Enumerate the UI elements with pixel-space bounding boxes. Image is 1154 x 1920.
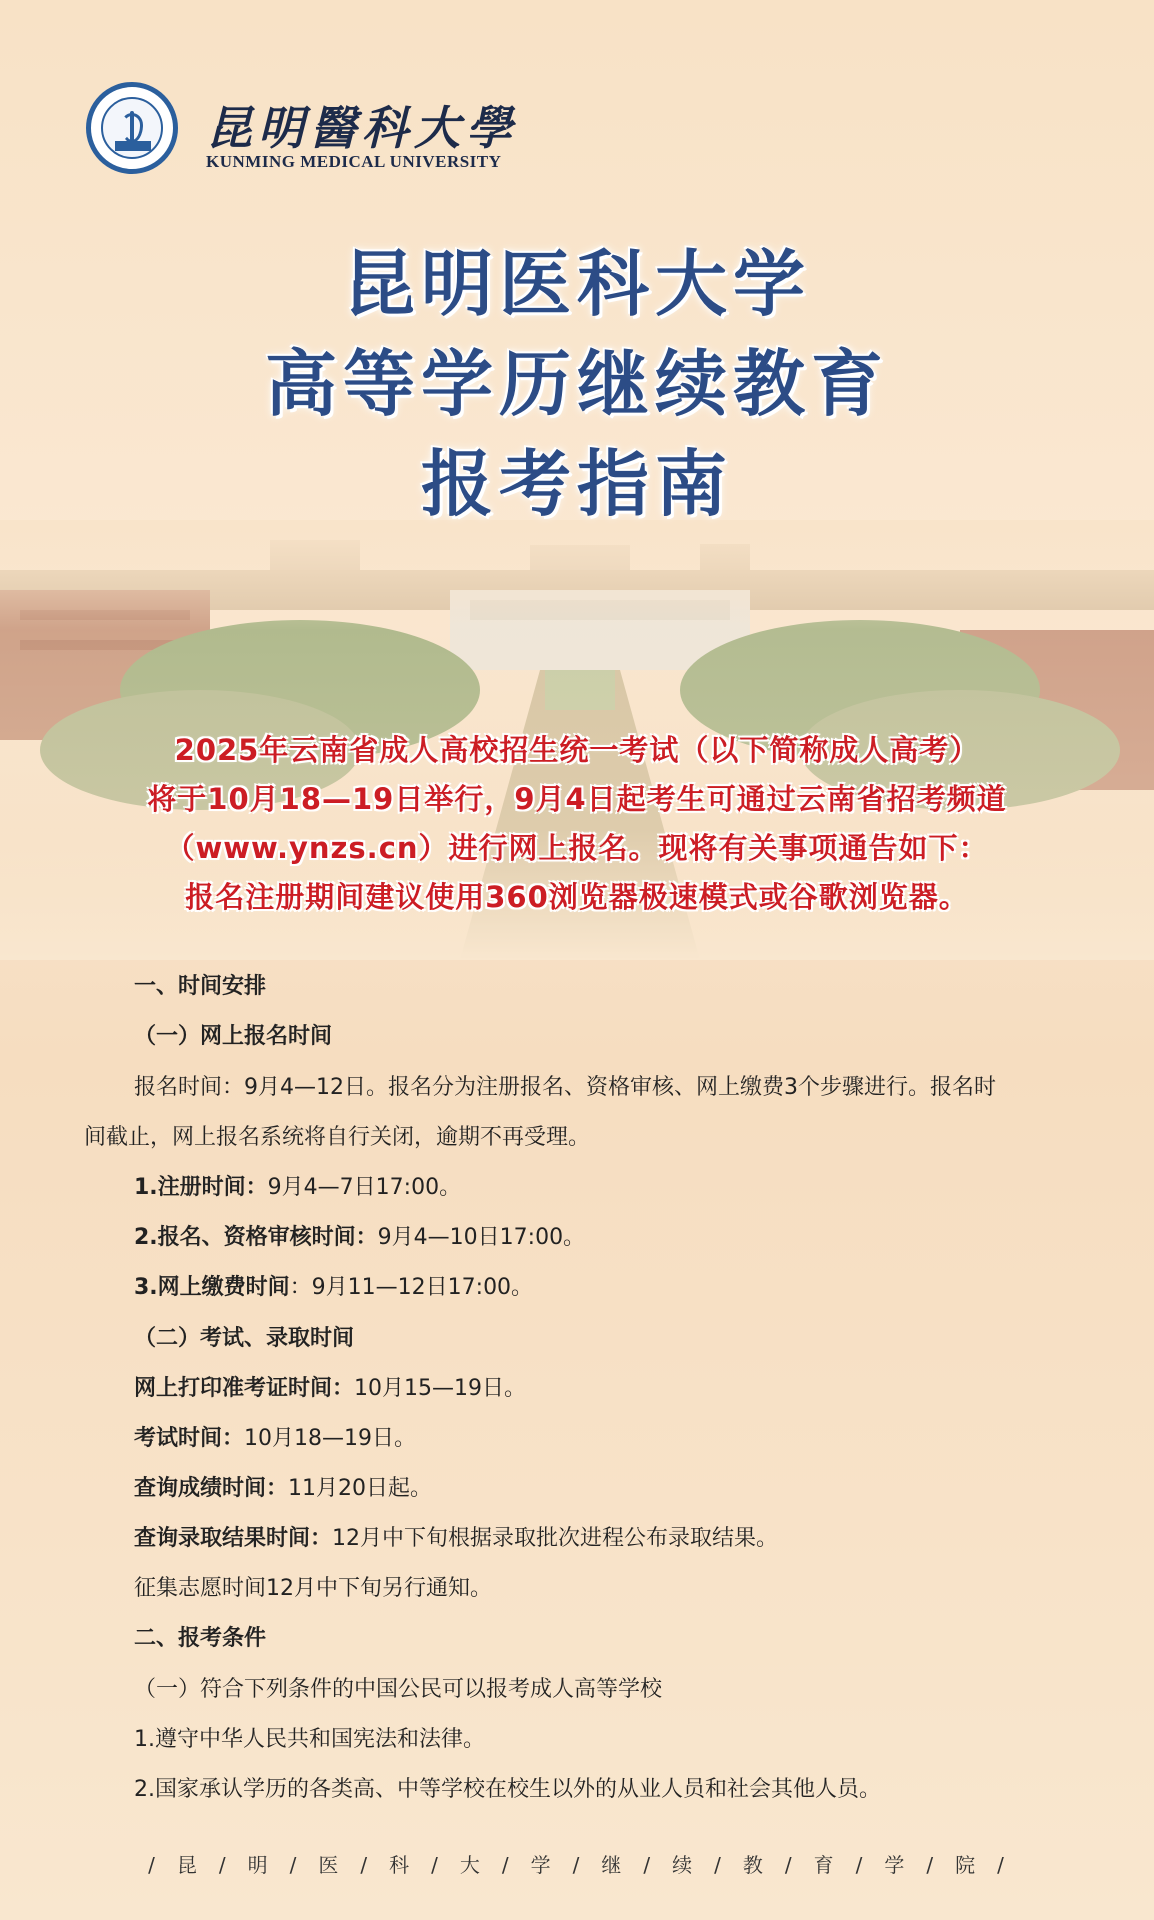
footer-separator: / <box>926 1853 936 1877</box>
condition-2: 2.国家承认学历的各类高、中等学校在校生以外的从业人员和社会其他人员。 <box>134 1777 881 1802</box>
intro-line-3: （www.ynzs.cn）进行网上报名。现将有关事项通告如下： <box>165 831 989 865</box>
footer-char: 育 <box>813 1853 836 1877</box>
section-1-heading: 一、时间安排 <box>134 974 267 999</box>
footer-char: 科 <box>389 1853 412 1877</box>
admission-query-label: 查询录取结果时间： <box>134 1526 333 1551</box>
footer-separator: / <box>997 1853 1006 1877</box>
score-query-value: 11月20日起。 <box>288 1476 433 1501</box>
footer-char: 教 <box>742 1853 765 1877</box>
admission-query-value: 12月中下旬根据录取批次进程公布录取结果。 <box>332 1526 779 1551</box>
footer-separator: / <box>855 1853 865 1877</box>
footer-separator: / <box>360 1853 370 1877</box>
footer-char: 学 <box>530 1853 553 1877</box>
footer-separator: / <box>572 1853 582 1877</box>
footer-char: 继 <box>601 1853 624 1877</box>
step-3-label: 3.网上缴费时间 <box>134 1275 290 1300</box>
title-line-1: 昆明医科大学 <box>342 242 811 326</box>
step-1-row <box>134 1170 461 1201</box>
step-1-value: 9月4—7日17:00。 <box>267 1175 462 1200</box>
score-query-row <box>134 1471 432 1502</box>
step-3-row <box>134 1270 533 1301</box>
emblem-inner-ring <box>101 97 163 159</box>
footer-college-name <box>0 1849 1154 1878</box>
footer-separator: / <box>218 1853 228 1877</box>
exam-time-row <box>134 1421 416 1452</box>
title-line-2: 高等学历继续教育 <box>264 342 889 426</box>
step-2-value: 9月4—10日17:00。 <box>377 1225 586 1250</box>
footer-separator: / <box>784 1853 794 1877</box>
section-1-subheading-2: （二）考试、录取时间 <box>134 1326 355 1351</box>
print-ticket-value: 10月15—19日。 <box>354 1376 526 1401</box>
print-ticket-row <box>134 1371 526 1402</box>
footer-separator: / <box>643 1853 653 1877</box>
intro-line-2: 将于10月18—19日举行，9月4日起考生可通过云南省招考频道 <box>147 782 1007 816</box>
exam-time-label: 考试时间： <box>134 1426 245 1451</box>
university-emblem-icon <box>86 82 178 174</box>
footer-char: 大 <box>459 1853 482 1877</box>
footer-char: 学 <box>884 1853 907 1877</box>
admission-query-row <box>134 1521 778 1552</box>
footer-char: 医 <box>318 1853 341 1877</box>
section-2-subheading-1: （一）符合下列条件的中国公民可以报考成人高等学校 <box>134 1677 663 1702</box>
footer-char: 明 <box>247 1853 270 1877</box>
score-query-label: 查询成绩时间： <box>134 1476 289 1501</box>
step-1-label: 1.注册时间： <box>134 1175 268 1200</box>
step-3-value: ：9月11—12日17:00。 <box>289 1275 534 1300</box>
collect-volunteer-note: 征集志愿时间12月中下旬另行通知。 <box>134 1576 492 1601</box>
registration-paragraph-line-1: 报名时间：9月4—12日。报名分为注册报名、资格审核、网上缴费3个步骤进行。报名时 <box>134 1075 996 1100</box>
emblem-band-shape <box>115 141 151 151</box>
footer-char: 续 <box>672 1853 695 1877</box>
step-2-row <box>134 1220 585 1251</box>
footer-separator: / <box>289 1853 299 1877</box>
footer-separator: / <box>501 1853 511 1877</box>
intro-line-1: 2025年云南省成人高校招生统一考试（以下简称成人高考） <box>174 733 980 767</box>
footer-char: 院 <box>955 1853 978 1877</box>
exam-time-value: 10月18—19日。 <box>244 1426 416 1451</box>
title-line-3: 报考指南 <box>420 442 733 526</box>
print-ticket-label: 网上打印准考证时间： <box>134 1376 355 1401</box>
registration-paragraph-line-2: 间截止，网上报名系统将自行关闭，逾期不再受理。 <box>84 1125 591 1150</box>
step-2-label: 2.报名、资格审核时间： <box>134 1225 378 1250</box>
section-2-heading: 二、报考条件 <box>134 1626 267 1651</box>
university-name-cn: 昆明醫科大學 <box>206 101 518 155</box>
condition-1: 1.遵守中华人民共和国宪法和法律。 <box>134 1727 485 1752</box>
section-1-subheading-1: （一）网上报名时间 <box>134 1024 333 1049</box>
footer-separator: / <box>714 1853 723 1877</box>
footer-separator: / <box>431 1853 440 1877</box>
intro-line-4: 报名注册期间建议使用360浏览器极速模式或谷歌浏览器。 <box>185 880 969 914</box>
university-name-en: KUNMING MEDICAL UNIVERSITY <box>206 152 502 171</box>
footer-char: 昆 <box>176 1853 199 1877</box>
footer-separator: / <box>148 1853 157 1877</box>
